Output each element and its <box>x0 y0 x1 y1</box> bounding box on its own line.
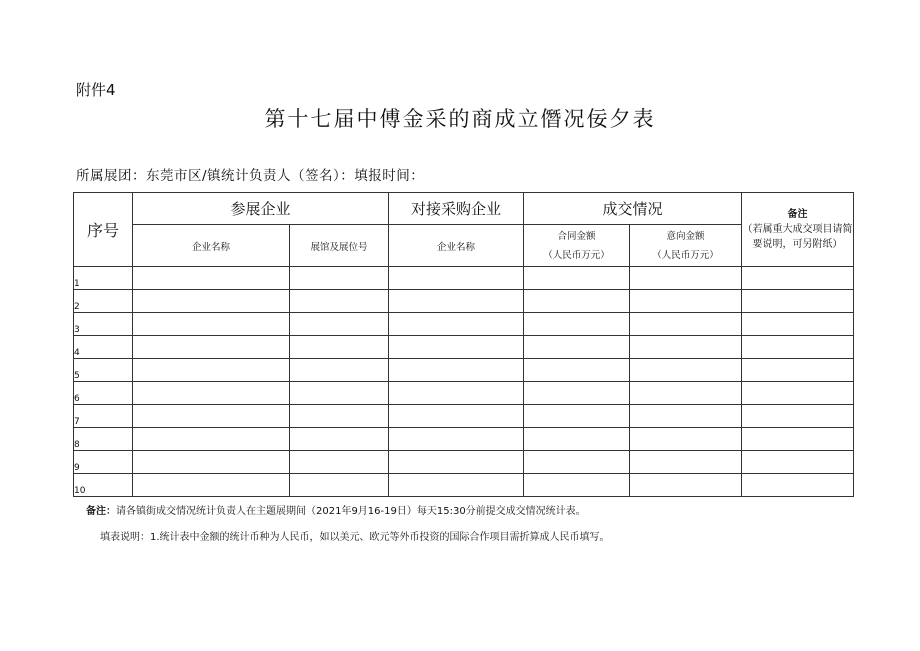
cell[interactable] <box>133 313 290 336</box>
row-number: 7 <box>74 405 133 428</box>
row-number: 4 <box>74 336 133 359</box>
row-number: 9 <box>74 451 133 474</box>
note-label: 备注： <box>86 506 116 517</box>
cell[interactable] <box>389 359 524 382</box>
intent-amount-label: 意向金额 <box>666 230 705 242</box>
intent-amount-header <box>630 225 742 267</box>
company-name-header: 企业名称 <box>133 225 290 267</box>
cell[interactable] <box>742 267 854 290</box>
cell[interactable] <box>524 382 630 405</box>
cell[interactable] <box>290 428 389 451</box>
note-line <box>86 502 586 517</box>
cell[interactable] <box>389 405 524 428</box>
row-number: 5 <box>74 359 133 382</box>
cell[interactable] <box>524 267 630 290</box>
purchaser-group-header: 对接采购企业 <box>389 193 524 225</box>
cell[interactable] <box>630 359 742 382</box>
cell[interactable] <box>133 474 290 497</box>
cell[interactable] <box>290 290 389 313</box>
cell[interactable] <box>742 336 854 359</box>
note-text: 请各镇街成交情况统计负责人在主题展期间（2021年9月16-19日）每天15:30分前提交成交情况统计表。 <box>116 506 586 517</box>
cell[interactable] <box>742 382 854 405</box>
page-title: 第十七届中傅金采的商成立僭况佞夕表 <box>264 107 656 131</box>
cell[interactable] <box>389 451 524 474</box>
cell[interactable] <box>630 267 742 290</box>
delegation-meta-line: 所属展团：东莞市区/镇统计负责人（签名）：填报时间： <box>76 168 425 184</box>
contract-amount-unit: （人民币万元） <box>543 249 610 261</box>
cell[interactable] <box>389 290 524 313</box>
cell[interactable] <box>630 405 742 428</box>
cell[interactable] <box>389 313 524 336</box>
cell[interactable] <box>133 336 290 359</box>
cell[interactable] <box>630 336 742 359</box>
remark-description: （若属重大成交项目请简要说明，可另附纸） <box>742 224 853 250</box>
table-row <box>74 313 854 336</box>
contract-amount-label: 合同金额 <box>557 230 596 242</box>
cell[interactable] <box>630 428 742 451</box>
cell[interactable] <box>630 382 742 405</box>
participant-group-header: 参展企业 <box>133 193 389 225</box>
cell[interactable] <box>389 382 524 405</box>
cell[interactable] <box>742 359 854 382</box>
cell[interactable] <box>524 405 630 428</box>
cell[interactable] <box>133 428 290 451</box>
cell[interactable] <box>133 267 290 290</box>
deal-group-header: 成交情况 <box>524 193 742 225</box>
table-row <box>74 451 854 474</box>
table-row <box>74 382 854 405</box>
cell[interactable] <box>524 290 630 313</box>
cell[interactable] <box>290 382 389 405</box>
cell[interactable] <box>389 474 524 497</box>
table-row <box>74 267 854 290</box>
table-row <box>74 290 854 313</box>
cell[interactable] <box>742 290 854 313</box>
cell[interactable] <box>630 313 742 336</box>
cell[interactable] <box>630 290 742 313</box>
cell[interactable] <box>742 405 854 428</box>
cell[interactable] <box>290 359 389 382</box>
remark-header <box>742 193 854 267</box>
table-row <box>74 405 854 428</box>
cell[interactable] <box>290 267 389 290</box>
cell[interactable] <box>630 451 742 474</box>
remark-title: 备注 <box>787 209 808 220</box>
deal-statistics-table <box>73 192 854 497</box>
cell[interactable] <box>742 451 854 474</box>
table-row <box>74 474 854 497</box>
cell[interactable] <box>290 405 389 428</box>
cell[interactable] <box>524 336 630 359</box>
instructions-line: 填表说明：1.统计表中金额的统计币种为人民币，如以美元、欧元等外币投资的国际合作项目需折算成人民币填写。 <box>100 532 610 543</box>
purchaser-name-header: 企业名称 <box>389 225 524 267</box>
cell[interactable] <box>524 428 630 451</box>
cell[interactable] <box>133 405 290 428</box>
cell[interactable] <box>742 428 854 451</box>
booth-header: 展馆及展位号 <box>290 225 389 267</box>
cell[interactable] <box>630 474 742 497</box>
cell[interactable] <box>290 313 389 336</box>
cell[interactable] <box>389 336 524 359</box>
row-number: 2 <box>74 290 133 313</box>
cell[interactable] <box>524 359 630 382</box>
cell[interactable] <box>524 451 630 474</box>
cell[interactable] <box>742 474 854 497</box>
row-number: 10 <box>74 474 133 497</box>
cell[interactable] <box>524 313 630 336</box>
cell[interactable] <box>290 336 389 359</box>
cell[interactable] <box>133 290 290 313</box>
table-row <box>74 428 854 451</box>
seq-header: 序号 <box>74 193 133 267</box>
cell[interactable] <box>290 474 389 497</box>
cell[interactable] <box>133 382 290 405</box>
cell[interactable] <box>742 313 854 336</box>
row-number: 6 <box>74 382 133 405</box>
cell[interactable] <box>389 428 524 451</box>
row-number: 8 <box>74 428 133 451</box>
table-row <box>74 359 854 382</box>
row-number: 1 <box>74 267 133 290</box>
table-row <box>74 336 854 359</box>
cell[interactable] <box>133 359 290 382</box>
cell[interactable] <box>524 474 630 497</box>
cell[interactable] <box>290 451 389 474</box>
cell[interactable] <box>389 267 524 290</box>
row-number: 3 <box>74 313 133 336</box>
cell[interactable] <box>133 451 290 474</box>
contract-amount-header <box>524 225 630 267</box>
intent-amount-unit: （人民币万元） <box>652 249 719 261</box>
attachment-label: 附件4 <box>76 81 116 99</box>
